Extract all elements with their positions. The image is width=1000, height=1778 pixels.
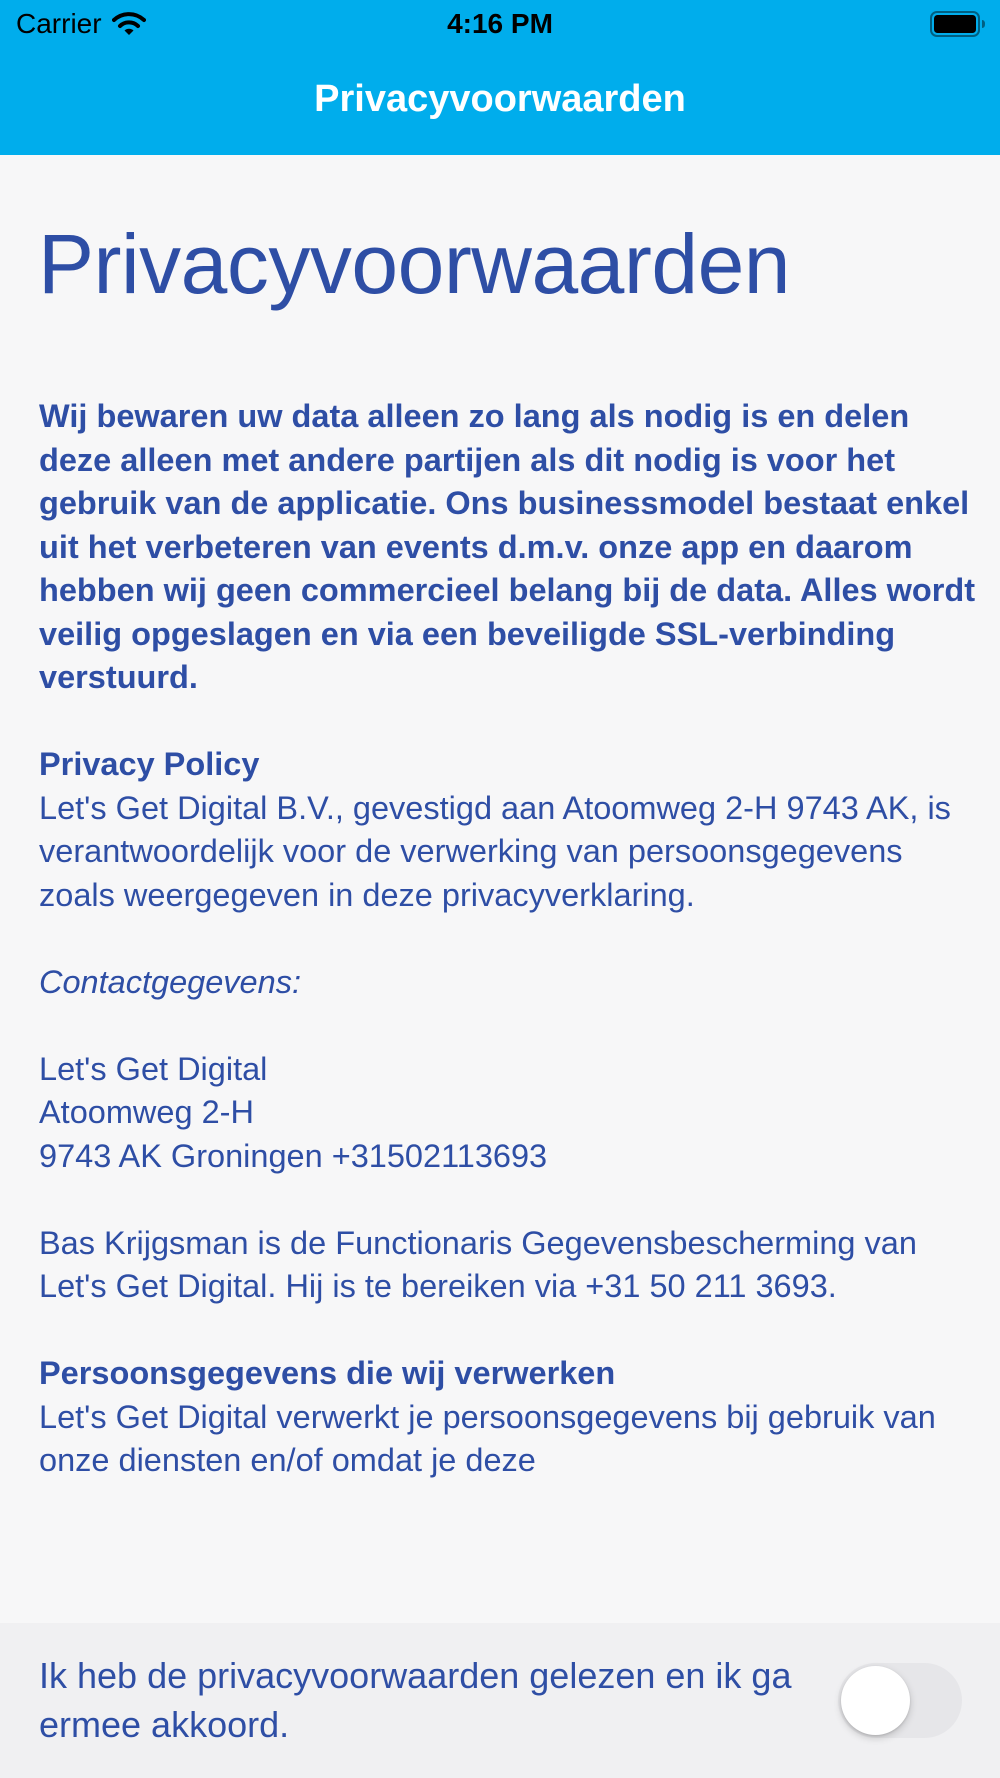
intro-paragraph: Wij bewaren uw data alleen zo lang als nodig is en delen deze alleen met andere partijen als dit nodig is voor het gebruik van de applicatie. Ons businessmodel bestaat enkel uit het verbeteren van events d.m.v. onze app en daarom hebben wij geen commercieel belang bij de data. Alles wordt veilig opgeslagen en via een beveiligde SSL-verbinding verstuurd. [39,398,976,695]
privacy-content-scroll[interactable] [0,155,1000,1623]
battery-icon [930,11,986,37]
contact-label: Contactgegevens: [39,963,301,1000]
page-heading: Privacyvoorwaarden [38,217,791,311]
status-bar [0,0,1000,50]
contact-city-phone: 9743 AK Groningen +31502113693 [39,1137,548,1174]
personal-data-section [39,1352,984,1483]
toggle-knob [841,1666,910,1735]
nav-title: Privacyvoorwaarden [314,78,686,120]
privacy-policy-section [39,743,984,917]
data-protection-officer-text: Bas Krijgsman is de Functionaris Gegevensbescherming van Let's Get Digital. Hij is te bereiken via +31 50 211 3693. [39,1224,917,1304]
carrier-label: Carrier [16,8,102,39]
privacy-policy-text: Let's Get Digital B.V., gevestigd aan Atoomweg 2-H 9743 AK, is verantwoordelijk voor de verwerking van persoonsgegevens zoals weergegeven in deze privacyverklaring. [39,789,951,913]
navigation-bar [0,50,1000,155]
privacy-policy-title: Privacy Policy [39,746,260,782]
status-time: 4:16 PM [447,8,553,39]
contact-details [39,1048,984,1179]
personal-data-text: Let's Get Digital verwerkt je persoonsgegevens bij gebruik van onze diensten en/of omdat je deze [39,1398,936,1478]
personal-data-title: Persoonsgegevens die wij verwerken [39,1355,616,1391]
agreement-footer [0,1623,1000,1778]
agree-toggle[interactable] [838,1663,962,1738]
privacy-body [39,395,984,1526]
agree-label: Ik heb de privacyvoorwaarden gelezen en ik ga ermee akkoord. [39,1655,792,1745]
contact-street: Atoomweg 2-H [39,1094,254,1130]
contact-name: Let's Get Digital [39,1050,268,1087]
